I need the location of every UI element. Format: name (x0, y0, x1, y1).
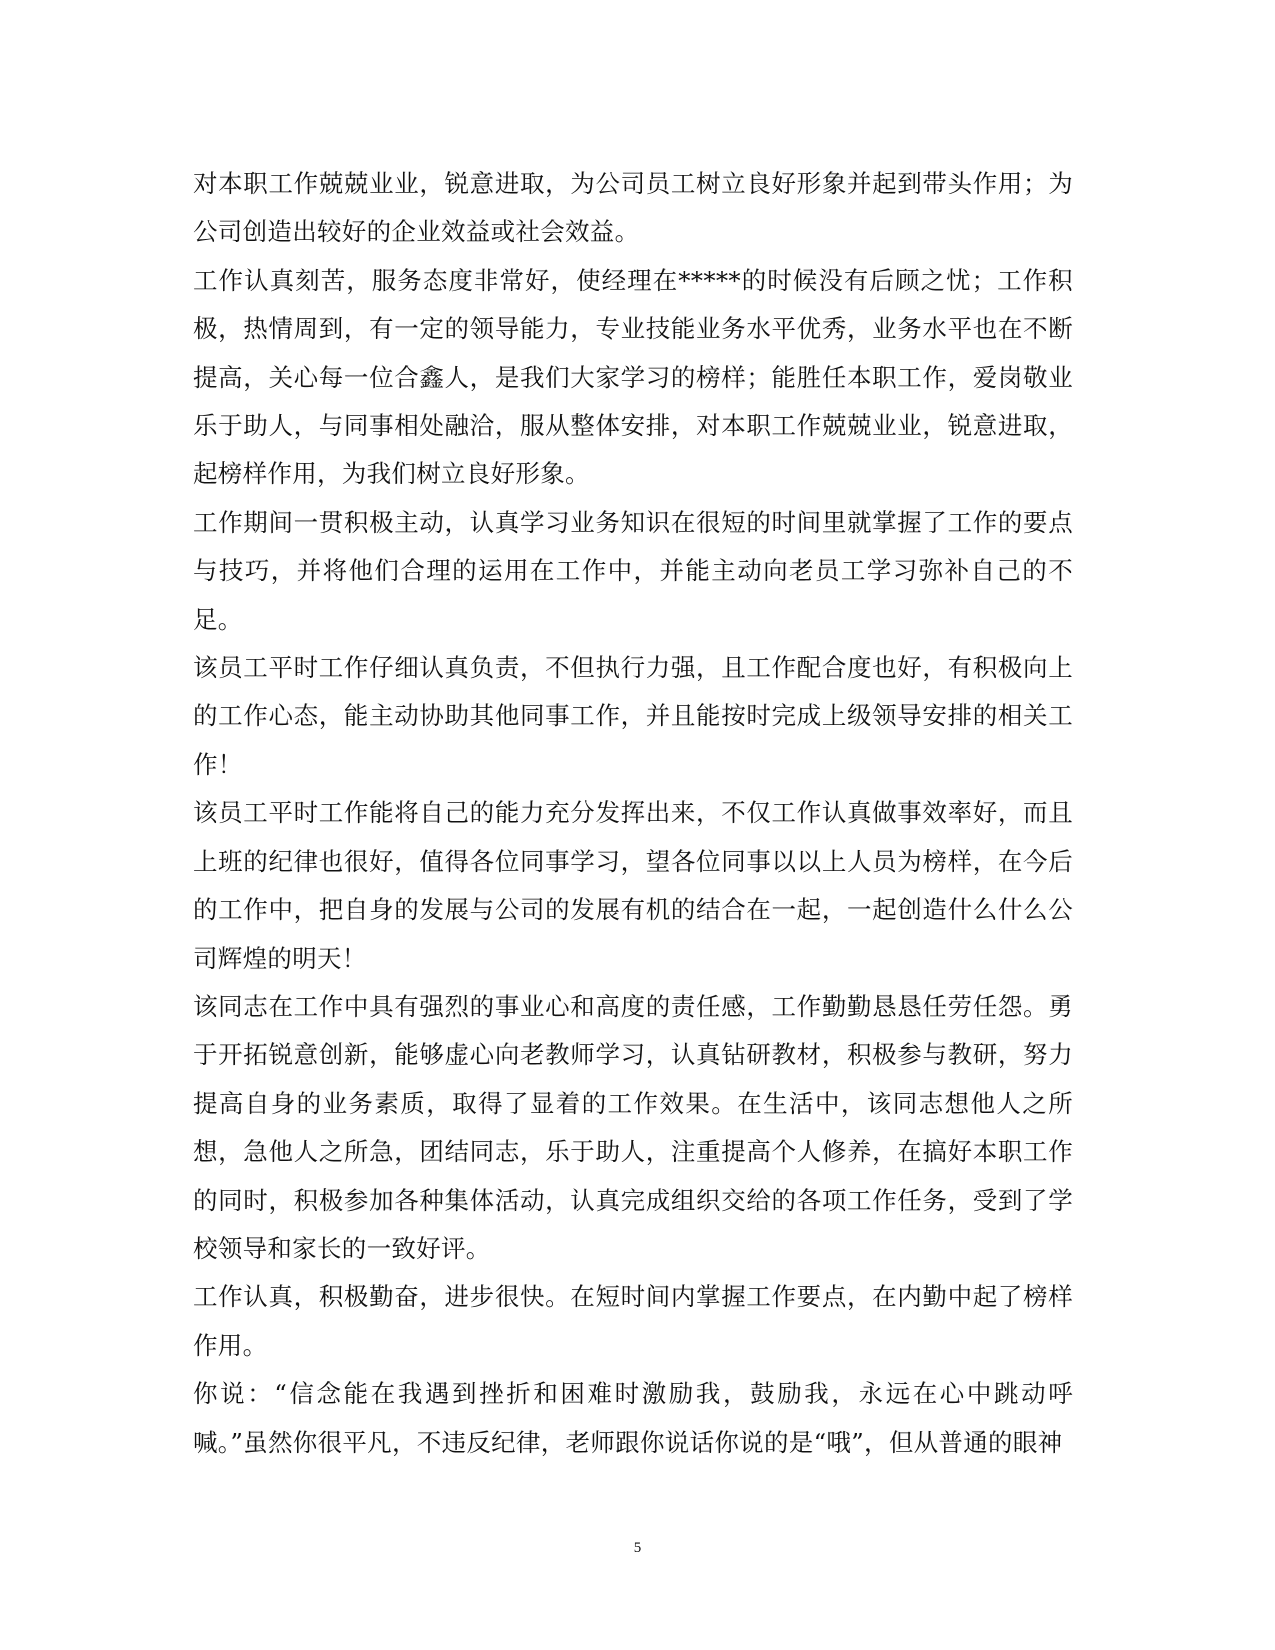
paragraph: 工作期间一贯积极主动，认真学习业务知识在很短的时间里就掌握了工作的要点与技巧，并将他们合理的运用在工作中，并能主动向老员工学习弥补自己的不足。 (193, 507, 1073, 634)
document-body (193, 160, 1073, 1467)
paragraph: 该员工平时工作仔细认真负责，不但执行力强，且工作配合度也好，有积极向上的工作心态，能主动协助其他同事工作，并且能按时完成上级领导安排的相关工作！ (193, 653, 1073, 779)
paragraph: 你说：“信念能在我遇到挫折和困难时激励我，鼓励我，永远在心中跳动呼喊。”虽然你很平凡，不违反纪律，老师跟你说话你说的是“哦”，但从普通的眼神 (193, 1379, 1073, 1457)
paragraph: 该员工平时工作能将自己的能力充分发挥出来，不仅工作认真做事效率好，而且上班的纪律也很好，值得各位同事学习，望各位同事以以上人员为榜样，在今后的工作中，把自身的发展与公司的发展有机的结合在一起，一起创造什么什么公司辉煌的明天！ (193, 798, 1073, 973)
paragraph: 该同志在工作中具有强烈的事业心和高度的责任感，工作勤勤恳恳任劳任怨。勇于开拓锐意创新，能够虚心向老教师学习，认真钻研教材，积极参与教研，努力提高自身的业务素质，取得了显着的工作效果。在生活中，该同志想他人之所想，急他人之所急，团结同志，乐于助人，注重提高个人修养，在搞好本职工作的同时，积极参加各种集体活动，认真完成组织交给的各项工作任务，受到了学校领导和家长的一致好评。 (193, 991, 1073, 1263)
paragraph: 工作认真刻苦，服务态度非常好，使经理在*****的时候没有后顾之忧；工作积极，热情周到，有一定的领导能力，专业技能业务水平优秀，业务水平也在不断提高，关心每一位合鑫人，是我们大家学习的榜样；能胜任本职工作，爱岗敬业乐于助人，与同事相处融洽，服从整体安排，对本职工作兢兢业业，锐意进取，起榜样作用，为我们树立良好形象。 (193, 265, 1073, 489)
paragraph: 工作认真，积极勤奋，进步很快。在短时间内掌握工作要点，在内勤中起了榜样作用。 (193, 1282, 1073, 1360)
paragraph: 对本职工作兢兢业业，锐意进取，为公司员工树立良好形象并起到带头作用；为公司创造出较好的企业效益或社会效益。 (193, 169, 1073, 247)
page-number: 5 (633, 1540, 642, 1556)
